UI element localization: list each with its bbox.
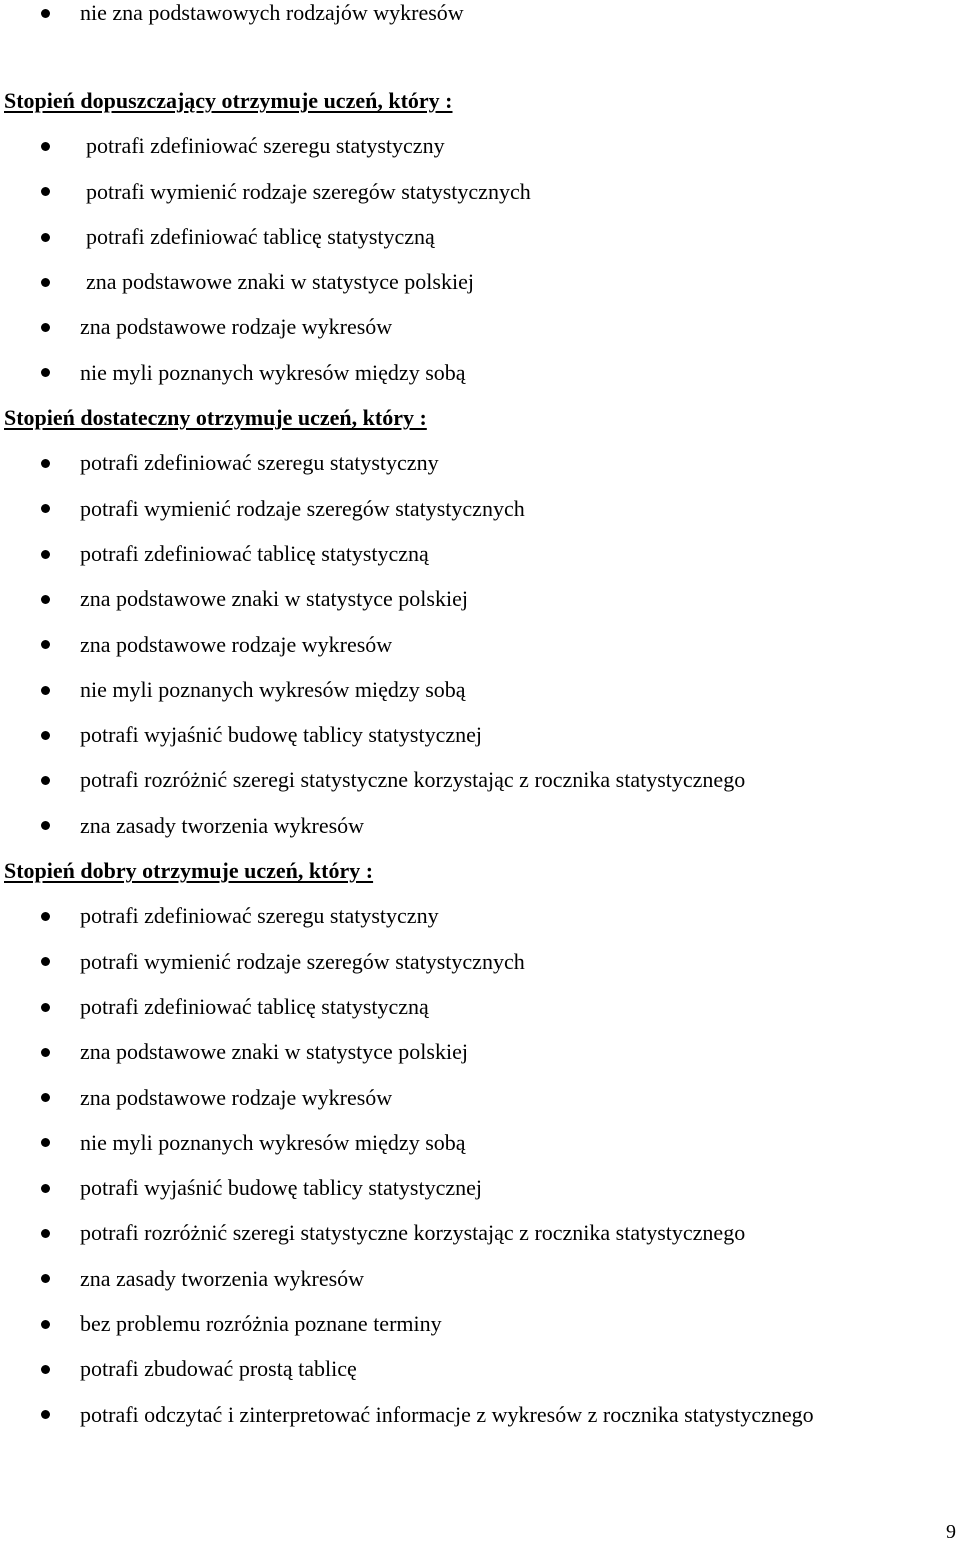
list-item-text: potrafi odczytać i zinterpretować informacje z wykresów z rocznika statystycznego — [80, 1401, 814, 1427]
list-item-text: potrafi wymienić rodzaje szeregów statystycznych — [80, 948, 525, 974]
bullet-icon — [41, 1229, 50, 1238]
list-item — [0, 576, 960, 621]
list-item — [0, 1120, 960, 1165]
list-item-text: zna podstawowe znaki w statystyce polskiej — [80, 586, 468, 612]
list-item-text: zna zasady tworzenia wykresów — [80, 1265, 365, 1291]
list-item — [0, 712, 960, 757]
list-item-text: potrafi rozróżnić szeregi statystyczne korzystając z rocznika statystycznego — [80, 767, 746, 793]
bullet-icon — [41, 323, 50, 332]
list-item — [0, 893, 960, 938]
bullet-icon — [41, 1048, 50, 1057]
list-item-text: zna podstawowe rodzaje wykresów — [80, 314, 393, 340]
list-item — [0, 984, 960, 1029]
bullet-icon — [41, 278, 50, 287]
list-item — [0, 622, 960, 667]
list-item-text: zna podstawowe rodzaje wykresów — [80, 631, 393, 657]
list-item-text: potrafi zdefiniować szeregu statystyczny — [80, 450, 439, 476]
bullet-icon — [41, 1320, 50, 1329]
list-item-text: zna podstawowe rodzaje wykresów — [80, 1084, 393, 1110]
bullet-icon — [41, 821, 50, 830]
bullet-icon — [41, 912, 50, 921]
top-list — [0, 0, 960, 35]
bullet-icon — [41, 233, 50, 242]
list-item-text: potrafi zdefiniować szeregu statystyczny — [80, 903, 439, 929]
section-heading: Stopień dopuszczający otrzymuje uczeń, który : — [4, 88, 453, 113]
list-item — [0, 440, 960, 485]
list-item-text: potrafi zdefiniować tablicę statystyczną — [86, 223, 435, 249]
bullet-icon — [41, 9, 50, 18]
list-item — [0, 939, 960, 984]
bullet-icon — [41, 776, 50, 785]
bullet-icon — [41, 1410, 50, 1419]
list-item — [0, 1301, 960, 1346]
list-item-text: nie myli poznanych wykresów między sobą — [80, 359, 466, 385]
section-heading: Stopień dostateczny otrzymuje uczeń, który : — [4, 405, 427, 431]
list-item — [0, 757, 960, 802]
bullet-icon — [41, 686, 50, 695]
bullet-icon — [41, 595, 50, 604]
list-item — [0, 123, 960, 168]
bullet-icon — [41, 1093, 50, 1102]
section-dopuszczajacy — [0, 78, 960, 1437]
page-number: 9 — [946, 1521, 956, 1543]
bullet-icon — [41, 957, 50, 966]
list-item — [0, 304, 960, 349]
list-item — [0, 1165, 960, 1210]
list-item — [0, 1346, 960, 1391]
list-item-text: potrafi rozróżnić szeregi statystyczne korzystając z rocznika statystycznego — [80, 1220, 746, 1246]
list-item — [0, 1029, 960, 1074]
list-item — [0, 1210, 960, 1255]
list-item — [0, 1392, 960, 1437]
bullet-icon — [41, 640, 50, 649]
list-item-text: nie myli poznanych wykresów między sobą — [80, 676, 466, 702]
bullet-icon — [41, 1138, 50, 1147]
list-item-text: zna podstawowe znaki w statystyce polskiej — [80, 1039, 468, 1065]
list-item — [0, 259, 960, 304]
list-item-text: potrafi wymienić rodzaje szeregów statystycznych — [86, 178, 531, 204]
list-item-text: zna zasady tworzenia wykresów — [80, 812, 365, 838]
bullet-icon — [41, 504, 50, 513]
bullet-icon — [41, 1274, 50, 1283]
list-item-text: bez problemu rozróżnia poznane terminy — [80, 1311, 442, 1337]
list-item — [0, 350, 960, 395]
list-item-text: zna podstawowe znaki w statystyce polskiej — [86, 269, 474, 295]
list-item — [0, 214, 960, 259]
list-item-text: potrafi zdefiniować szeregu statystyczny — [86, 133, 445, 159]
list-item — [0, 0, 960, 35]
list-item-text: potrafi zbudować prostą tablicę — [80, 1356, 357, 1382]
bullet-icon — [41, 368, 50, 377]
list-item — [0, 169, 960, 214]
bullet-icon — [41, 1365, 50, 1374]
bullet-icon — [41, 459, 50, 468]
list-item-text: nie myli poznanych wykresów między sobą — [80, 1129, 466, 1155]
list-item — [0, 803, 960, 848]
list-item-text: potrafi wyjaśnić budowę tablicy statystycznej — [80, 1175, 482, 1201]
list-item — [0, 531, 960, 576]
list-item-text: potrafi wyjaśnić budowę tablicy statystycznej — [80, 722, 482, 748]
list-item-text: nie zna podstawowych rodzajów wykresów — [80, 0, 464, 25]
list-item — [0, 667, 960, 712]
bullet-icon — [41, 1184, 50, 1193]
list-item-text: potrafi zdefiniować tablicę statystyczną — [80, 540, 429, 566]
bullet-icon — [41, 731, 50, 740]
list-item-text: potrafi wymienić rodzaje szeregów statystycznych — [80, 495, 525, 521]
bullet-icon — [41, 187, 50, 196]
list-item-text: potrafi zdefiniować tablicę statystyczną — [80, 993, 429, 1019]
list-item — [0, 1075, 960, 1120]
list-item — [0, 1256, 960, 1301]
bullet-icon — [41, 142, 50, 151]
bullet-icon — [41, 1003, 50, 1012]
list-item — [0, 486, 960, 531]
bullet-icon — [41, 550, 50, 559]
section-heading: Stopień dobry otrzymuje uczeń, który : — [4, 858, 374, 884]
